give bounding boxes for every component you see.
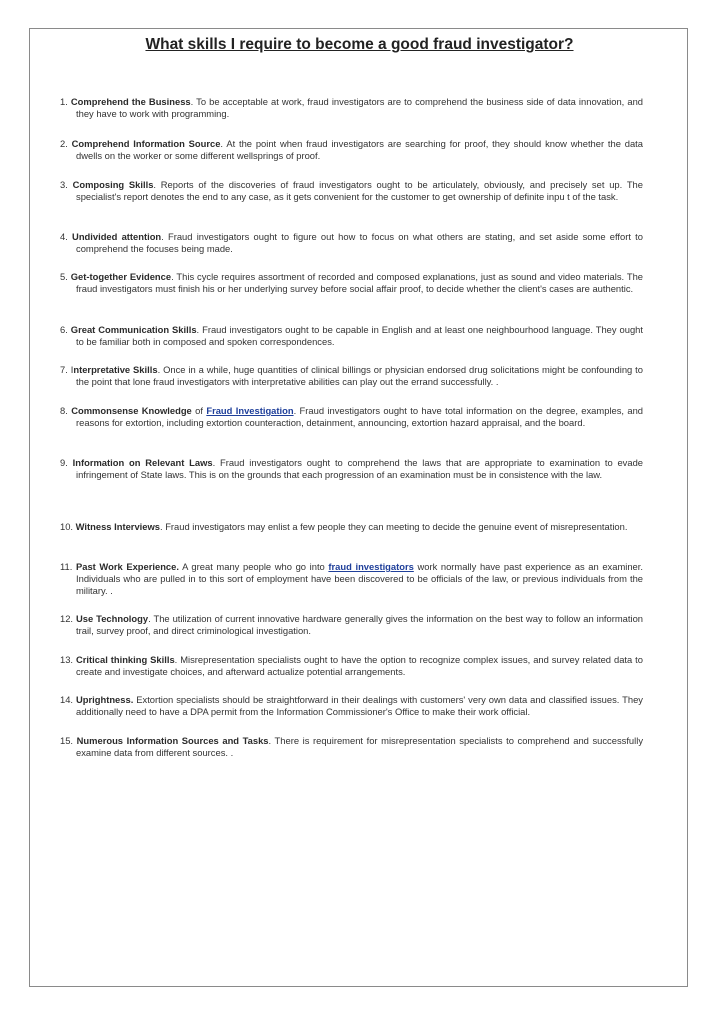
item-number: 1. [60,96,68,107]
item-heading: Numerous Information Sources and Tasks [76,735,269,746]
item-heading: Comprehend Information Source [71,138,221,149]
list-item [60,694,643,718]
list-item [60,654,643,678]
item-heading: Get-together Evidence [70,271,172,282]
item-number: 15. [60,735,74,746]
item-heading: Use Technology [76,613,149,624]
list-item [60,457,643,481]
item-text: . This cycle requires assortment of recorded and composed explanations, just as sound and video materials. The fraud investigators must finish his or her underlying survey before social affair proof, to decide whether the client's cases are authentic. [76,271,644,294]
list-item [60,521,643,533]
item-text: . Fraud investigators may enlist a few people they can meeting to decide the genuine event of misrepresentation. [159,521,628,532]
item-number: 10. [60,521,74,532]
list-item [60,271,643,295]
list-item [60,405,643,429]
page-frame [29,28,688,987]
document-title: What skills I require to become a good fraud investigator? [145,36,574,53]
item-text: . Reports of the discoveries of fraud investigators ought to be articulately, obviously, and precisely set up. The specialist's report denotes the end to any case, as it gets convenient for the customer to get ownership of definite inpu t of the task. [76,179,643,202]
item-number: 14. [60,694,74,705]
item-heading: Information on Relevant Laws [72,457,213,468]
item-number: 7. [60,364,68,375]
list-item [60,364,643,388]
item-number: 2. [60,138,68,149]
item-text-before-link: of [191,405,207,416]
item-text: work normally have past experience as an examiner. Individuals who are pulled in to this sort of employment have been discovered to be officials of the law, or previous individuals from the military. . [76,561,643,596]
list-item [60,179,643,203]
item-text: . To be acceptable at work, fraud investigators are to comprehend the business side of data innovation, and they have to work with programming. [76,96,643,119]
item-text: . Fraud investigators ought to have total information on the degree, examples, and reasons for extortion, including extortion counteraction, detainment, announcing, extortion hazard appraisal, and the board. [76,405,644,428]
item-text: . Once in a while, huge quantities of clinical billings or physician endorsed drug solicitations might be confounding to the point that lone fraud investigators with interpretative abilities can play out the errand successfully. . [76,364,644,387]
item-heading: nterpretative Skills [73,364,158,375]
item-heading: Composing Skills [72,179,154,190]
item-text: . Fraud investigators ought to figure out how to focus on what others are stating, and set aside some effort to comprehend the focuses being made. [76,231,643,254]
item-text: . Fraud investigators ought to comprehend the laws that are appropriate to examination to evade infringement of State laws. This is on the grounds that each progression of an examination must be in consistence with the law. [76,457,643,480]
item-number: 12. [60,613,74,624]
list-item [60,613,643,637]
item-number: 6. [60,324,68,335]
list-item [60,561,643,597]
item-heading: Commonsense Knowledge [71,405,192,416]
list-item [60,138,643,162]
item-number: 13. [60,654,74,665]
item-text: . Fraud investigators ought to be capable in English and at least one neighbourhood language. They ought to be familiar both in composed and spoken correspondences. [76,324,644,347]
item-text: Extortion specialists should be straightforward in their dealings with customers' very own data and classified issues. They additionally need to have a DPA permit from the Information Commissioner's Office to make their work official. [76,694,643,717]
list-item [60,324,643,348]
item-text: . Misrepresentation specialists ought to have the option to recognize complex issues, and survey related data to create and investigate choices, and afterward actualize potential arrangements. [76,654,643,677]
item-heading: Undivided attention [72,231,162,242]
item-heading: Critical thinking Skills [76,654,175,665]
item-heading: Witness Interviews [75,521,160,532]
item-number: 3. [60,179,68,190]
item-text: . At the point when fraud investigators are searching for proof, they should know whether the data dwells on the worker or some different wellsprings of proof. [76,138,643,161]
item-number: 5. [60,271,68,282]
item-heading: Comprehend the Business [70,96,191,107]
item-text: . The utilization of current innovative hardware generally gives the information on the best way to follow an information trail, survey proof, and direct criminological investigation. [76,613,643,636]
item-heading-prefix: I [70,364,74,375]
item-heading: Great Communication Skills [70,324,197,335]
item-number: 8. [60,405,68,416]
item-text: . There is requirement for misrepresentation specialists to comprehend and successfully examine data from different sources. . [76,735,644,758]
list-item [60,96,643,120]
item-text-before-link: A great many people who go into [178,561,329,572]
list-item [60,231,643,255]
item-number: 4. [60,231,68,242]
fraud-investigators-link[interactable]: fraud investigators [328,561,414,572]
item-number: 11. [60,561,73,572]
item-number: 9. [60,457,68,468]
list-item [60,735,643,759]
item-heading: Past Work Experience. [75,561,179,572]
item-heading: Uprightness. [76,694,134,705]
fraud-investigation-link[interactable]: Fraud Investigation [206,405,294,416]
